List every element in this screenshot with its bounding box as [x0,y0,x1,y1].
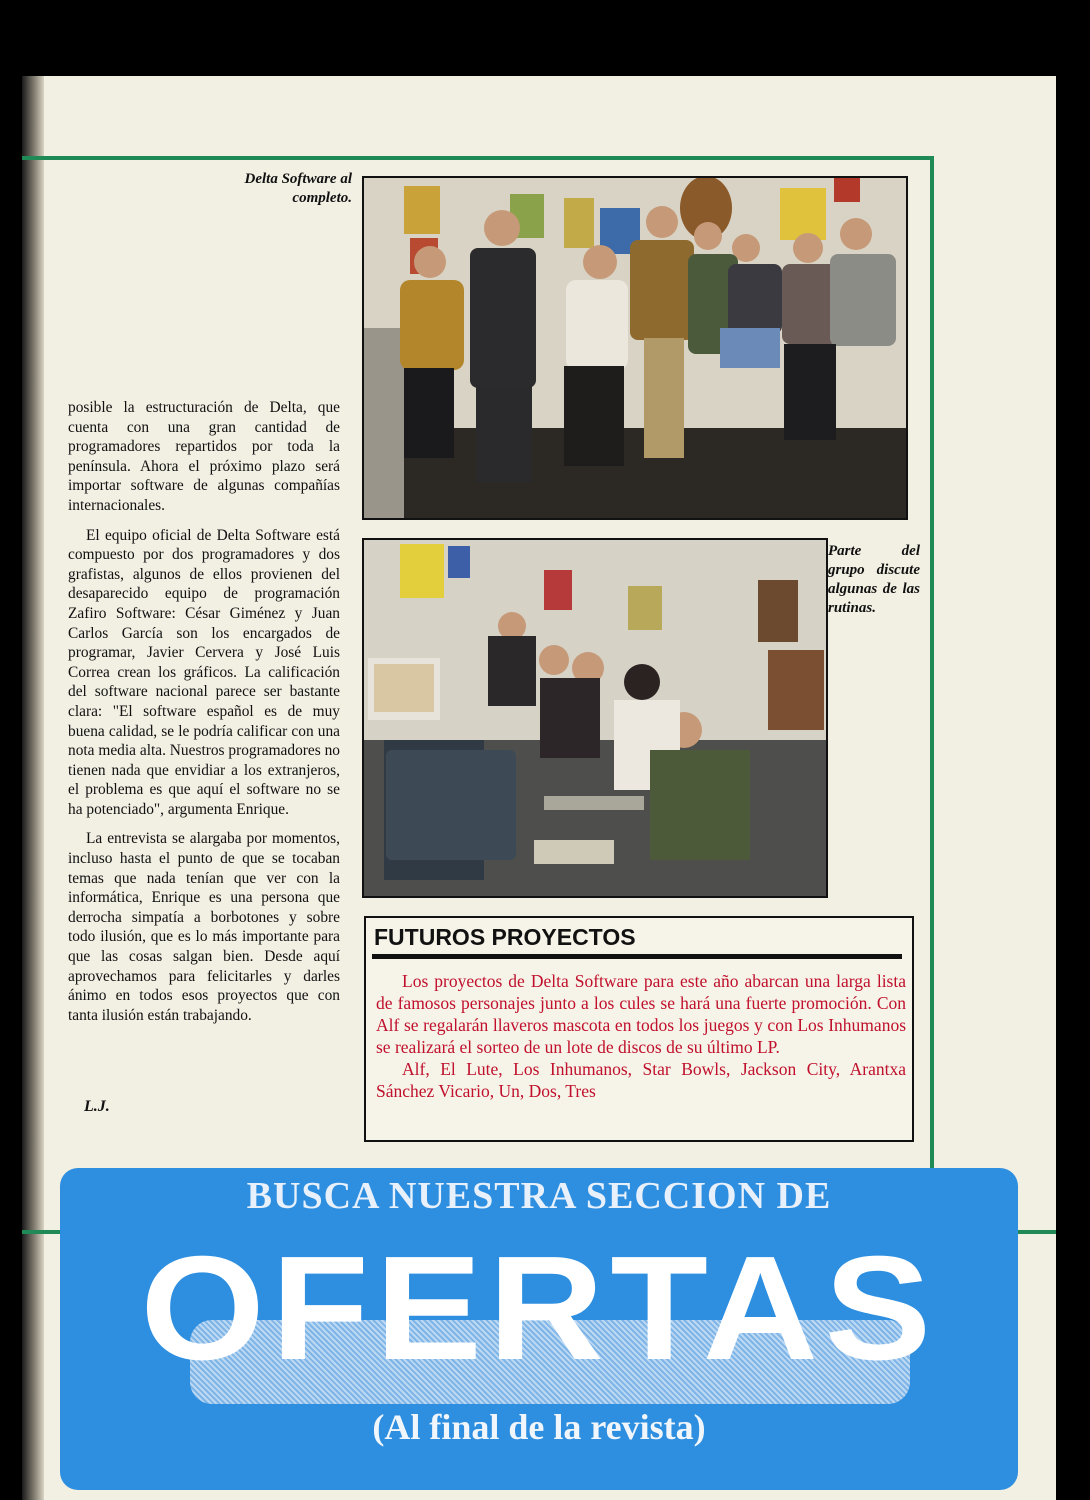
article-paragraph-1: posible la estructuración de Delta, que cuenta con una gran cantidad de programadores repartidos por toda la península. Ahora el próximo plazo será importar software de algunas compañías internacionales. [68,399,340,514]
future-projects-box [364,916,914,1142]
future-projects-paragraph-1: Los proyectos de Delta Software para este año abarcan una larga lista de famosos personajes junto a los cules se hará una fuerte promoción. Con Alf se regalarán llaveros mascota en todos los juegos y con Los Inhumanos se realizará el sorteo de un lote de discos de su último LP. [376,971,906,1057]
offers-banner-word: OFERTAS [140,1226,938,1391]
article-paragraph-3: La entrevista se alargaba por momentos, incluso hasta el punto de que se tocaban temas que nada tenían que ver con la informática, Enrique es una persona que derrocha simpatía a borbotones y sobre todo ilusión, que es lo más importante para que las cosas salgan bien. Desde aquí aprovechamos para felicitarles y darles ánimo en todos esos proyectos que con tanta ilusión están trabajando. [68,830,340,1024]
team-photo [362,176,908,520]
programmers-photo [362,538,828,898]
photo-caption-programmers: Parte del grupo discute algunas de las rutinas. [828,543,920,616]
author-signature: L.J. [84,1098,110,1115]
future-projects-paragraph-2: Alf, El Lute, Los Inhumanos, Star Bowls, Jackson City, Arantxa Sánchez Vicario, Un, Dos, Tres [376,1059,906,1101]
article-paragraph-2: El equipo oficial de Delta Software está compuesto por dos programadores y dos grafistas, algunos de ellos provienen del desaparecido equipo de programación Zafiro Software: César Giménez y Juan Carlos García son los encargados de programar, Javier Cervera y José Luis Correa crean los gráficos. La calificación del software nacional parece ser bastante clara: "El software español es de muy buena calidad, se le podría calificar con una nota media alta. Nuestros programadores no tienen nada que envidiar a los extranjeros, el problema es que aquí el software no se ha potenciado", argumenta Enrique. [68,526,340,818]
programmers-photo-illustration [364,540,826,896]
magazine-page [22,76,1056,1500]
team-photo-illustration [364,178,906,518]
offers-banner-footer: (Al final de la revista) [372,1407,706,1447]
article-body [68,398,340,1035]
offers-banner [60,1168,1018,1490]
green-top-rule [22,156,932,160]
green-right-rule [930,156,934,1232]
future-projects-text [376,970,906,1102]
future-projects-rule [372,954,902,959]
photo-caption-team: Delta Software al completo. [244,171,352,206]
future-projects-title: FUTUROS PROYECTOS [374,924,636,950]
offers-banner-heading: BUSCA NUESTRA SECCION DE [246,1175,832,1217]
